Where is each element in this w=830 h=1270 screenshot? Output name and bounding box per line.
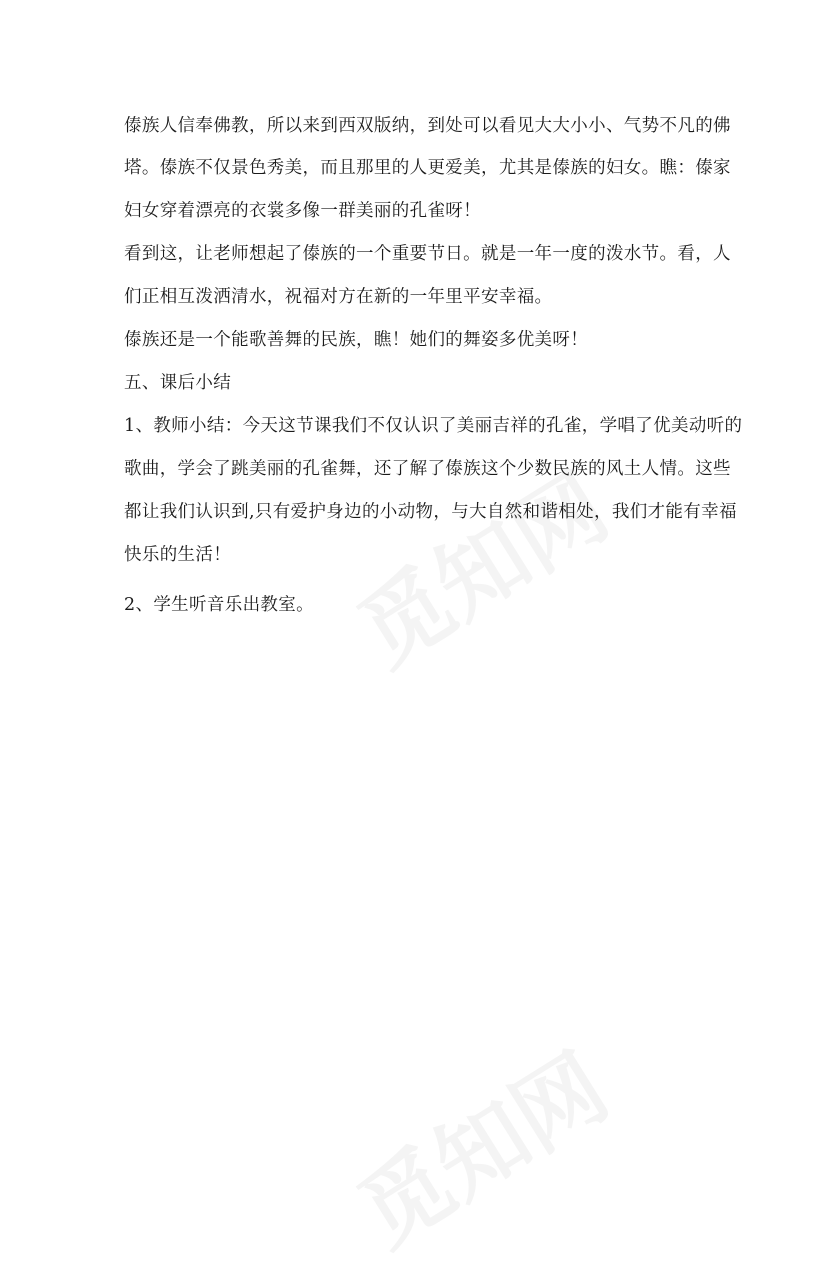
watermark xyxy=(330,1017,628,1270)
paragraph-line: 傣族还是一个能歌善舞的民族，瞧！她们的舞姿多优美呀！ xyxy=(124,330,589,350)
paragraph-line: 塔。傣族不仅景色秀美，而且那里的人更爱美，尤其是傣族的妇女。瞧：傣家 xyxy=(124,158,731,178)
paragraph-line: 傣族人信奉佛教，所以来到西双版纳，到处可以看见大大小小、气势不凡的佛 xyxy=(124,116,731,136)
paragraph-line: 妇女穿着漂亮的衣裳多像一群美丽的孔雀呀！ xyxy=(124,201,481,221)
paragraph-line: 快乐的生活！ xyxy=(124,545,232,565)
paragraph-line: 们正相互泼洒清水，祝福对方在新的一年里平安幸福。 xyxy=(124,287,553,307)
section-heading: 五、课后小结 xyxy=(124,373,232,393)
paragraph-line: 歌曲，学会了跳美丽的孔雀舞，还了解了傣族这个少数民族的风土人情。这些 xyxy=(124,459,731,479)
paragraph-line: 1、教师小结：今天这节课我们不仅认识了美丽吉祥的孔雀，学唱了优美动听的 xyxy=(124,416,743,436)
paragraph-line: 2、学生听音乐出教室。 xyxy=(124,595,314,615)
paragraph-line: 看到这，让老师想起了傣族的一个重要节日。就是一年一度的泼水节。看，人 xyxy=(124,244,731,264)
paragraph-line: 都让我们认识到,只有爱护身边的小动物，与大自然和谐相处，我们才能有幸福 xyxy=(124,502,737,522)
